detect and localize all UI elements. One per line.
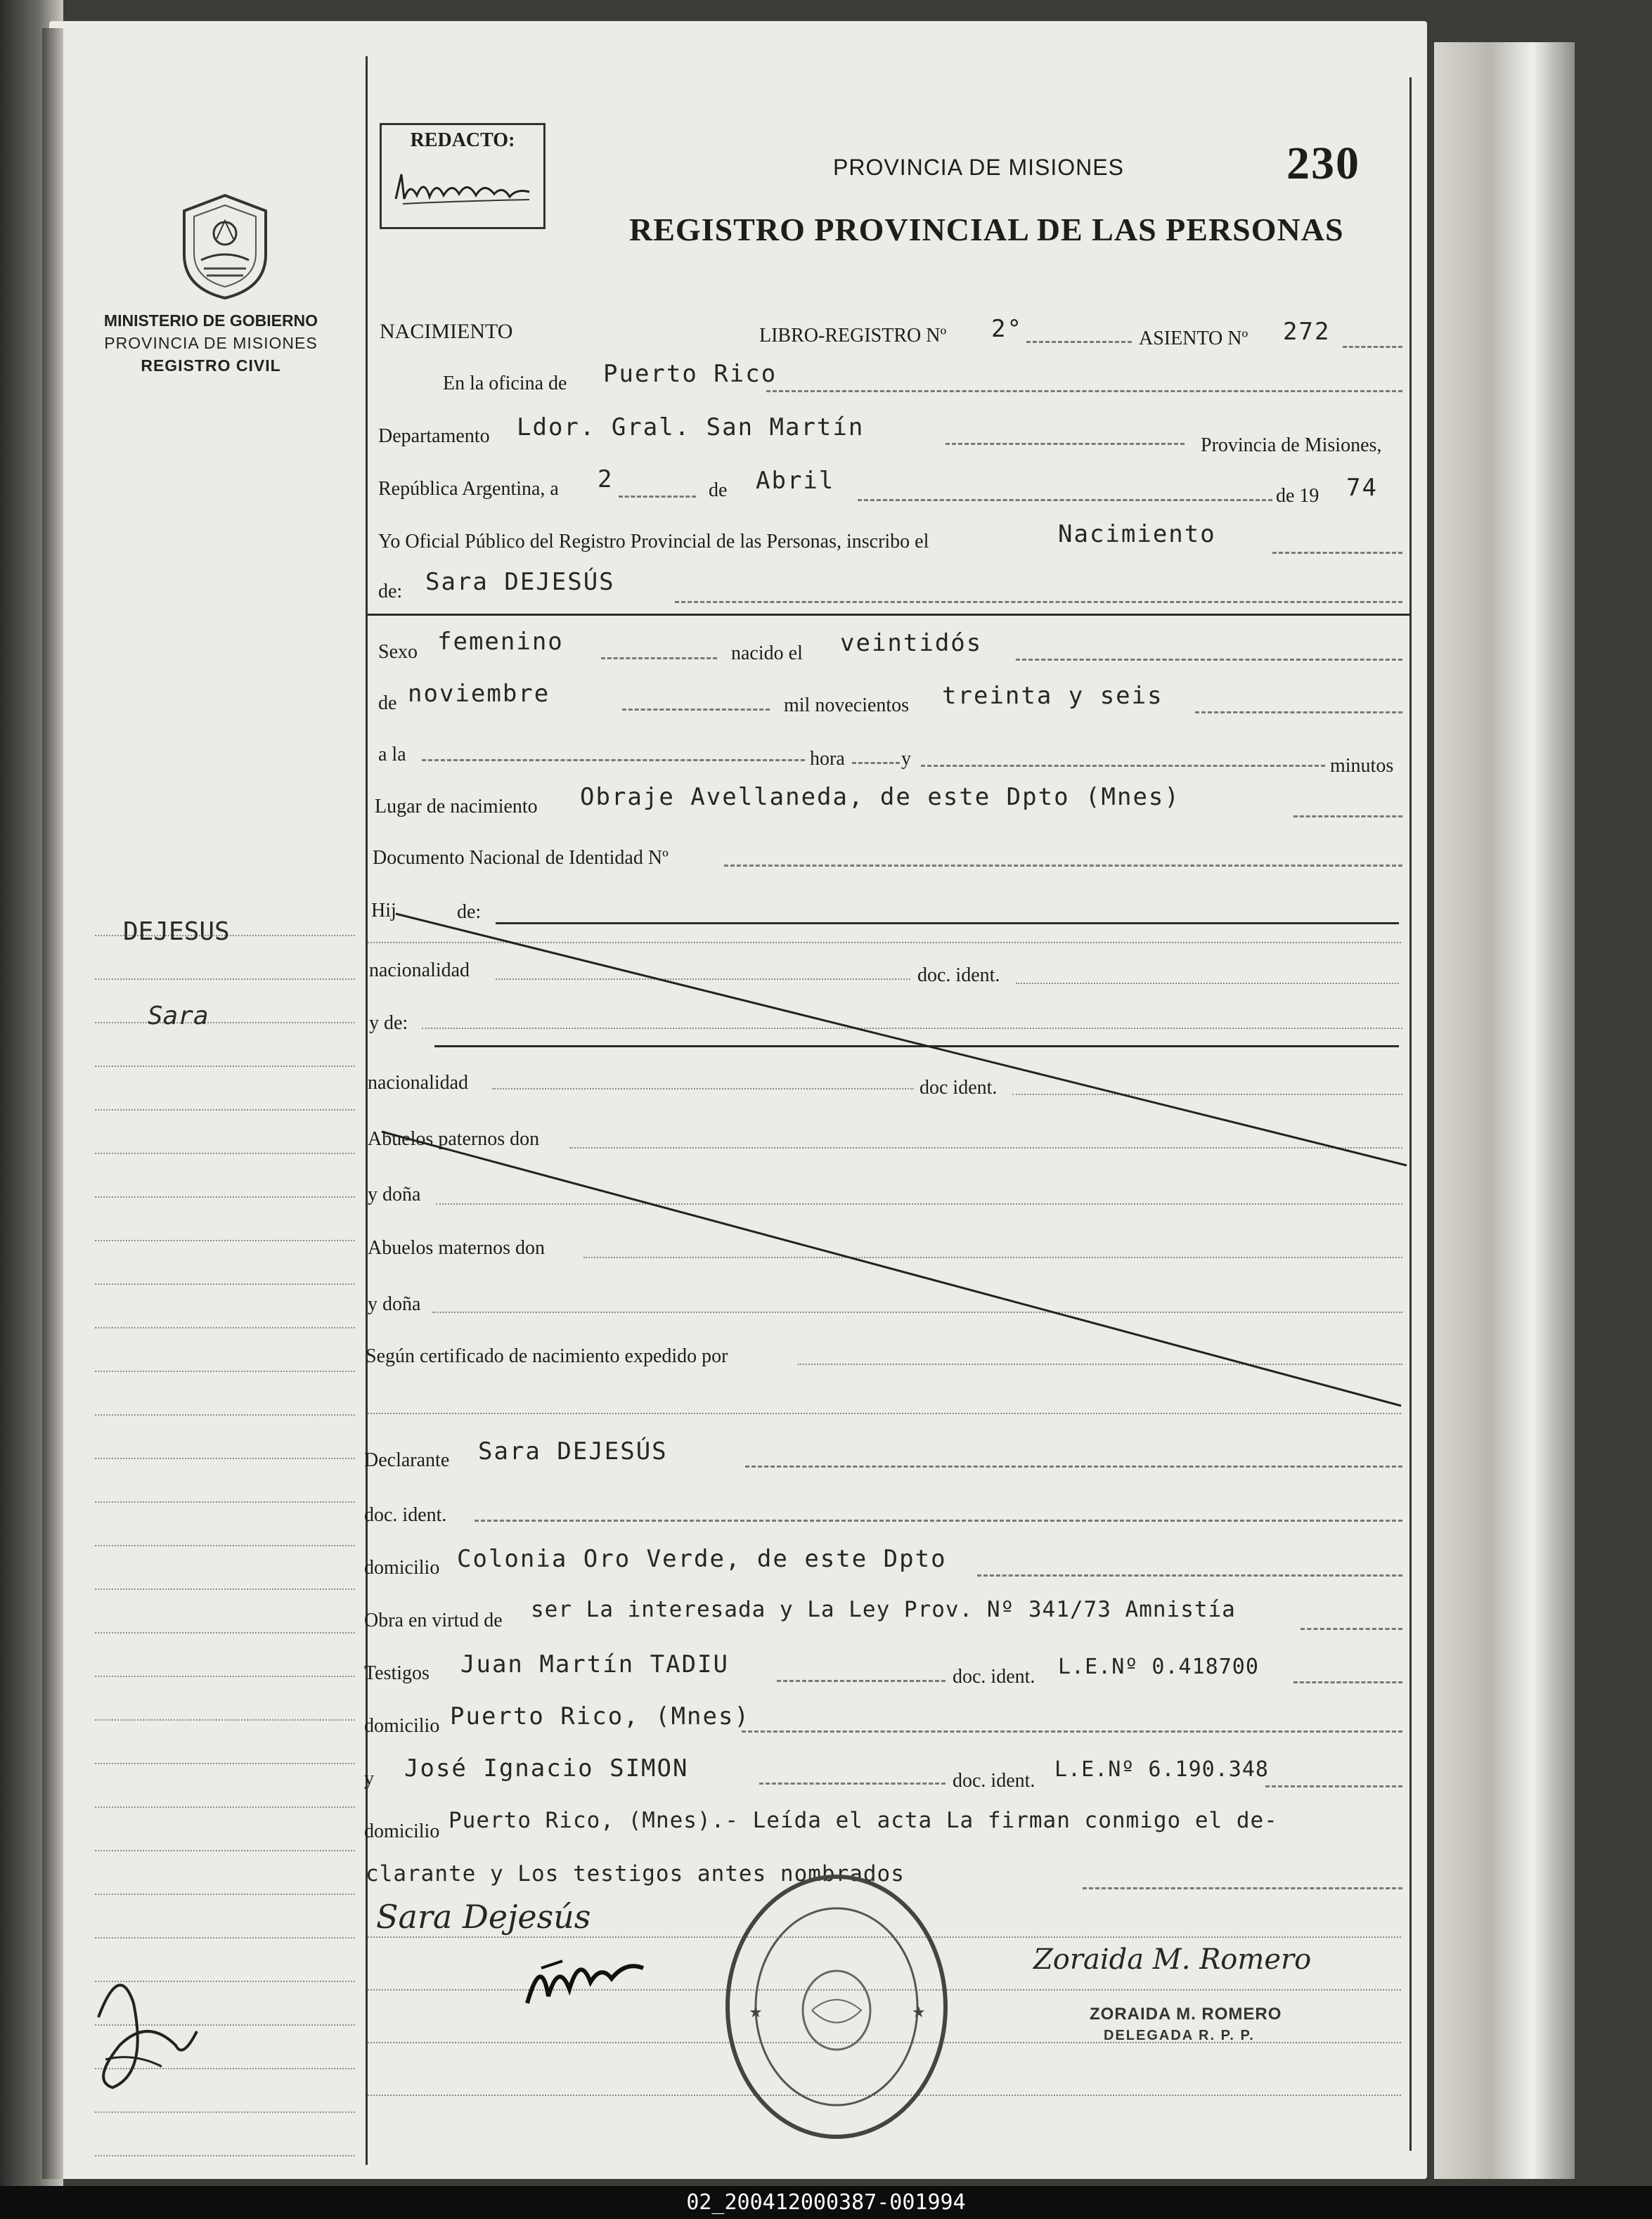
oficial-text: Yo Oficial Público del Registro Provincial de las Personas, inscribo el <box>378 531 929 552</box>
testigo2-doc: L.E.Nº 6.190.348 <box>1054 1757 1269 1782</box>
anio-label: de 19 <box>1276 485 1319 507</box>
dni-label: Documento Nacional de Identidad Nº <box>373 847 669 869</box>
oficina-label: En la oficina de <box>443 373 567 394</box>
hora-label: hora <box>810 748 845 770</box>
cancel-diagonal-lines <box>368 900 1415 1413</box>
asiento-label: ASIENTO Nº <box>1139 328 1248 349</box>
testigo1-value: Juan Martín TADIU <box>460 1650 729 1678</box>
persona-value: Sara DEJESÚS <box>425 568 615 596</box>
svg-text:★: ★ <box>912 2004 926 2021</box>
mes-value: Abril <box>756 467 835 495</box>
nacionalidad2-label: nacionalidad <box>368 1072 469 1094</box>
abuelos-mat-label: Abuelos maternos don <box>368 1237 545 1259</box>
y-de-label: y de: <box>369 1012 408 1034</box>
signature-declarante: Sara Dejesús <box>376 1898 591 1936</box>
coat-of-arms-icon <box>176 190 274 302</box>
lugar-label: Lugar de nacimiento <box>375 796 538 817</box>
anio-value: 74 <box>1346 474 1378 502</box>
abuelos-pat-label: Abuelos paternos don <box>368 1128 540 1150</box>
declarante-value: Sara DEJESÚS <box>478 1437 668 1466</box>
y-dona-label: y doña <box>368 1184 421 1205</box>
hijo-label: Hij <box>371 900 396 921</box>
doc-ident-label: doc. ident. <box>917 964 1000 986</box>
header-province: PROVINCIA DE MISIONES <box>833 155 1124 180</box>
anio-nac-value: treinta y seis <box>942 682 1163 710</box>
closing-text: clarante y Los testigos antes nombrados <box>366 1861 905 1887</box>
sexo-value: femenino <box>437 628 564 656</box>
nacionalidad-label: nacionalidad <box>369 959 470 981</box>
domicilio2-label: domicilio <box>364 1715 440 1737</box>
doc-ident4-label: doc. ident. <box>953 1666 1035 1688</box>
left-stub <box>63 28 359 2172</box>
nacido-value: veintidós <box>840 629 983 657</box>
domicilio-label: domicilio <box>364 1557 440 1579</box>
page-title: REGISTRO PROVINCIAL DE LAS PERSONAS <box>629 212 1344 247</box>
mil-label: mil novecientos <box>784 694 910 716</box>
lugar-value: Obraje Avellaneda, de este Dpto (Mnes) <box>580 783 1180 811</box>
domicilio-value: Colonia Oro Verde, de este Dpto <box>457 1545 947 1573</box>
stub-registry: REGISTRO CIVIL <box>141 356 281 375</box>
hijo-de-label: de: <box>457 901 482 923</box>
redacto-signature <box>389 160 536 216</box>
nacido-label: nacido el <box>731 642 803 664</box>
domicilio3-label: domicilio <box>364 1820 440 1842</box>
domicilio2-value: Puerto Rico, (Mnes) <box>450 1702 750 1730</box>
record-type: NACIMIENTO <box>380 320 513 343</box>
oficina-value: Puerto Rico <box>603 360 777 388</box>
asiento-value: 272 <box>1283 318 1331 346</box>
departamento-label: Departamento <box>378 425 490 447</box>
file-id-footer: 02_200412000387-001994 <box>0 2186 1652 2219</box>
mes-nac-value: noviembre <box>408 680 550 708</box>
book-gutter <box>42 28 63 2179</box>
obra-label: Obra en virtud de <box>364 1610 503 1631</box>
page-stack-edge <box>1434 42 1575 2179</box>
stub-ministry: MINISTERIO DE GOBIERNO <box>103 311 318 330</box>
testigo2-value: José Ignacio SIMON <box>404 1754 689 1783</box>
official-title: DELEGADA R. P. P. <box>1104 2028 1255 2043</box>
domicilio3-value: Puerto Rico, (Mnes).- Leída el acta La firman conmigo el de- <box>449 1808 1278 1833</box>
stub-province: PROVINCIA DE MISIONES <box>104 334 318 352</box>
official-signature: Zoraida M. Romero <box>1033 1943 1312 1976</box>
persona-label: de: <box>378 581 403 602</box>
testigos-label: Testigos <box>364 1662 430 1684</box>
redacto-label: REDACTO: <box>410 129 515 151</box>
certificado-label: Según certificado de nacimiento expedido por <box>366 1345 728 1367</box>
inscribo-value: Nacimiento <box>1058 520 1216 548</box>
libro-value: 2° <box>991 315 1023 343</box>
de2-label: de <box>378 692 397 714</box>
obra-value: ser La interesada y La Ley Prov. Nº 341/73 Amnistía <box>531 1597 1236 1622</box>
signature-margin-scribbles <box>63 1750 359 2116</box>
official-name: ZORAIDA M. ROMERO <box>1090 2005 1282 2024</box>
sexo-label: Sexo <box>378 641 418 663</box>
departamento-value: Ldor. Gral. San Martín <box>517 413 865 441</box>
doc-ident5-label: doc. ident. <box>953 1770 1035 1792</box>
doc-ident3-label: doc. ident. <box>364 1504 447 1526</box>
witness-signature <box>520 1940 661 2017</box>
de-label: de <box>709 479 728 501</box>
provincia-suffix: Provincia de Misiones, <box>1201 434 1382 456</box>
y2-label: y <box>364 1768 374 1790</box>
stub-surname: DEJESUS <box>123 917 230 946</box>
stub-given-name: Sara <box>148 1002 209 1030</box>
a-la-label: a la <box>378 744 406 765</box>
official-stamp <box>721 1870 953 2144</box>
republica-label: República Argentina, a <box>378 478 559 500</box>
dia-value: 2 <box>598 465 614 493</box>
y-dona2-label: y doña <box>368 1293 421 1315</box>
minutos-label: minutos <box>1330 755 1394 777</box>
svg-text:★: ★ <box>749 2004 763 2021</box>
y-label: y <box>901 748 911 770</box>
doc-ident2-label: doc ident. <box>919 1077 998 1099</box>
libro-label: LIBRO-REGISTRO Nº <box>759 325 947 347</box>
declarante-label: Declarante <box>364 1449 450 1471</box>
testigo1-doc: L.E.Nº 0.418700 <box>1058 1655 1259 1679</box>
page-number: 230 <box>1286 138 1360 189</box>
redacto-box <box>380 123 546 229</box>
